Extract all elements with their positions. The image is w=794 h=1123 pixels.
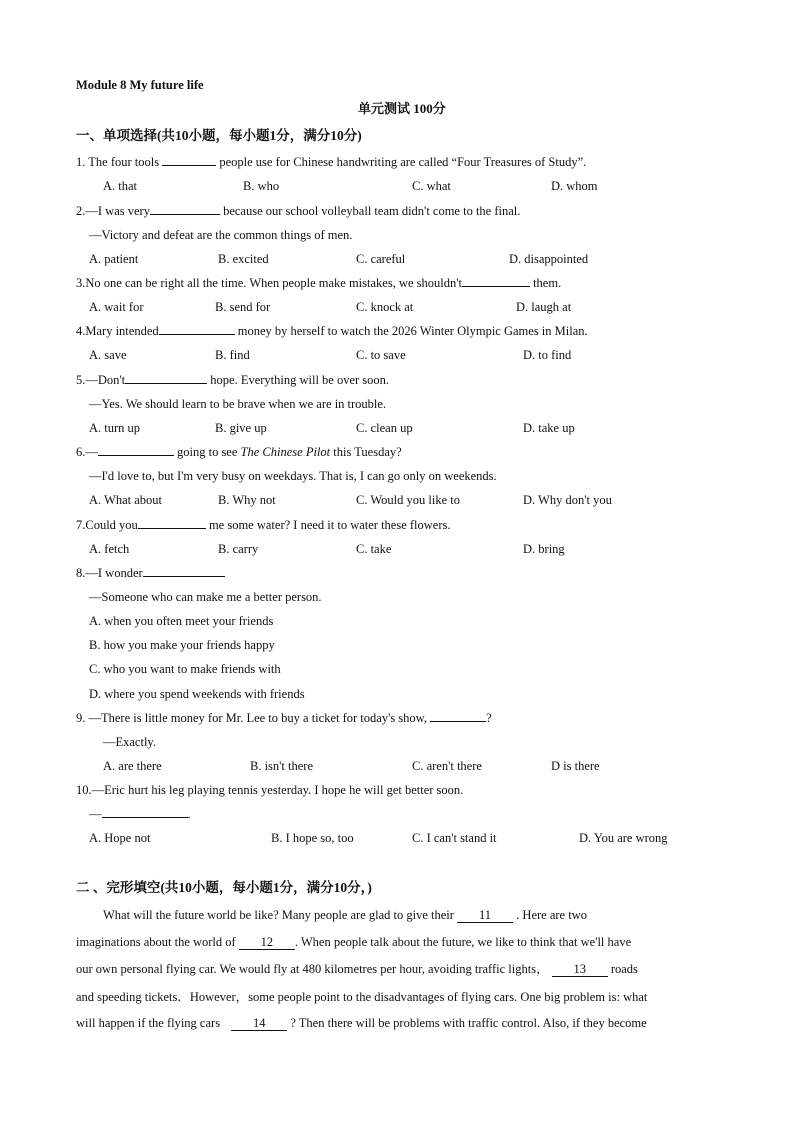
question-9 [76, 710, 492, 726]
option-a: A. wait for [89, 300, 144, 314]
passage-text: will happen if the flying cars [76, 1016, 221, 1030]
option-d: D. where you spend weekends with friends [89, 687, 305, 701]
question-3 [76, 275, 561, 291]
option-d: D. You are wrong [579, 831, 668, 845]
option-a: A. What about [89, 493, 163, 507]
question-4 [76, 323, 588, 339]
dash: — [89, 807, 102, 821]
question-7 [76, 517, 451, 533]
cloze-blank-13: 13 [552, 962, 608, 977]
passage-line-2 [76, 934, 718, 950]
option-a: A. patient [89, 252, 139, 266]
question-4-post: money by herself to watch the 2026 Winter Olympic Games in Milan. [237, 324, 588, 338]
question-3-pre: 3.No one can be right all the time. When people make mistakes, we shouldn't [76, 276, 462, 290]
option-c: C. to save [356, 348, 406, 362]
question-5 [76, 372, 389, 388]
option-c: C. aren't there [412, 759, 482, 773]
question-8-pre: 8.—I wonder [76, 566, 143, 580]
answer-blank [462, 275, 530, 287]
option-c: C. knock at [356, 300, 414, 314]
question-9-post: ? [486, 711, 492, 725]
question-6-mid: going to see [177, 445, 238, 459]
movie-title: The Chinese Pilot [240, 445, 331, 459]
answer-blank [138, 517, 206, 529]
option-c: C. who you want to make friends with [89, 662, 281, 676]
option-d: D. to find [523, 348, 572, 362]
option-b: B. find [215, 348, 250, 362]
passage-line-1 [103, 907, 745, 923]
passage-line-5 [76, 1015, 718, 1031]
option-c: C. clean up [356, 421, 413, 435]
answer-blank [102, 806, 188, 818]
option-d: D. Why don't you [523, 493, 612, 507]
question-1 [76, 154, 586, 170]
option-a: A. that [103, 179, 138, 193]
question-10-response [89, 806, 191, 822]
question-5-post: hope. Everything will be over soon. [210, 373, 390, 387]
passage-text: imaginations about the world of [76, 935, 236, 949]
option-d: D. bring [523, 542, 565, 556]
passage-text: . Here are two [516, 908, 587, 922]
option-a: A. save [89, 348, 127, 362]
question-2-response: —Victory and defeat are the common things of men. [89, 228, 353, 242]
option-b: B. Why not [218, 493, 276, 507]
option-c: C. what [412, 179, 451, 193]
period: . [187, 807, 191, 821]
question-9-response: —Exactly. [103, 735, 156, 749]
question-7-pre: 7.Could you [76, 518, 138, 532]
option-c: C. I can't stand it [412, 831, 497, 845]
option-a: A. fetch [89, 542, 130, 556]
question-6-post: this Tuesday? [333, 445, 402, 459]
answer-blank [162, 154, 216, 166]
option-c: C. take [356, 542, 392, 556]
answer-blank [98, 444, 174, 456]
passage-line-3 [76, 961, 718, 977]
question-8-response: —Someone who can make me a better person. [89, 590, 322, 604]
question-6-pre: 6.— [76, 445, 98, 459]
answer-blank [159, 323, 235, 335]
option-d: D. laugh at [516, 300, 572, 314]
question-7-post: me some water? I need it to water these flowers. [208, 518, 451, 532]
question-10: 10.—Eric hurt his leg playing tennis yesterday. I hope he will get better soon. [76, 783, 464, 797]
question-2 [76, 203, 520, 219]
question-8 [76, 565, 225, 581]
cloze-blank-14: 14 [231, 1016, 287, 1031]
question-1-post: people use for Chinese handwriting are called “Four Treasures of Study”. [219, 155, 587, 169]
question-5-response: —Yes. We should learn to be brave when we are in trouble. [89, 397, 387, 411]
question-9-pre: 9. —There is little money for Mr. Lee to buy a ticket for today's show, [76, 711, 428, 725]
question-4-pre: 4.Mary intended [76, 324, 159, 338]
question-5-pre: 5.—Don't [76, 373, 126, 387]
option-d: D. whom [551, 179, 598, 193]
test-title: 单元测试 100分 [358, 101, 446, 116]
option-a: A. are there [103, 759, 162, 773]
answer-blank [125, 372, 207, 384]
option-b: B. give up [215, 421, 267, 435]
question-1-pre: 1. The four tools [76, 155, 160, 169]
question-6-response: —I'd love to, but I'm very busy on weekdays. That is, I can go only on weekends. [89, 469, 497, 483]
option-d: D. take up [523, 421, 575, 435]
option-d: D. disappointed [509, 252, 589, 266]
question-2-pre: 2.—I was very [76, 204, 150, 218]
option-d: D is there [551, 759, 600, 773]
question-2-post: because our school volleyball team didn't come to the final. [223, 204, 521, 218]
passage-text: our own personal flying car. We would fly at 480 kilometres per hour, avoiding traffic lights， [76, 962, 549, 976]
answer-blank [430, 710, 486, 722]
passage-text: What will the future world be like? Many people are glad to give their [103, 908, 454, 922]
option-c: C. careful [356, 252, 406, 266]
answer-blank [150, 203, 220, 215]
option-b: B. isn't there [250, 759, 314, 773]
passage-line-4: and speeding tickets．However，some people point to the disadvantages of flying cars. One big problem is: what [76, 990, 648, 1004]
cloze-blank-11: 11 [457, 908, 513, 923]
option-c: C. Would you like to [356, 493, 460, 507]
option-b: B. who [243, 179, 280, 193]
section2-heading: 二 、完形填空(共10小题，每小题1分，满分10分，) [76, 880, 372, 895]
module-title: Module 8 My future life [76, 78, 204, 92]
option-a: A. Hope not [89, 831, 151, 845]
question-6 [76, 444, 402, 460]
passage-text: ? Then there will be problems with traffic control. Also, if they become [290, 1016, 647, 1030]
option-b: B. I hope so, too [271, 831, 354, 845]
option-b: B. how you make your friends happy [89, 638, 275, 652]
passage-text: roads [610, 962, 638, 976]
option-b: B. carry [218, 542, 259, 556]
option-a: A. turn up [89, 421, 141, 435]
section1-heading: 一、单项选择(共10小题，每小题1分，满分10分) [76, 128, 362, 143]
question-3-post: them. [533, 276, 562, 290]
option-b: B. excited [218, 252, 269, 266]
passage-text: . When people talk about the future, we like to think that we'll have [294, 935, 632, 949]
option-b: B. send for [215, 300, 271, 314]
answer-blank [143, 565, 225, 577]
cloze-blank-12: 12 [239, 935, 295, 950]
option-a: A. when you often meet your friends [89, 614, 274, 628]
